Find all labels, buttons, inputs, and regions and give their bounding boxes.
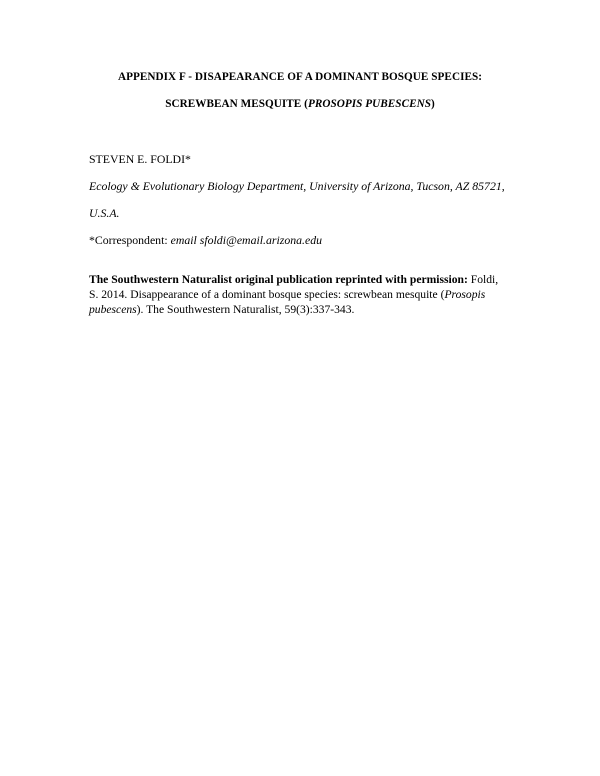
appendix-title-line-2 [0,98,600,110]
permission-paragraph [89,272,514,317]
correspondent-label: *Correspondent: [89,233,171,247]
affiliation-line-1: Ecology & Evolutionary Biology Department, University of Arizona, Tucson, AZ 85721, [89,179,505,193]
citation-species-genus: Prosopis [444,288,486,301]
citation-text: S. 2014. Disappearance of a dominant bosque species: screwbean mesquite ( [89,288,445,301]
correspondent-email: email sfoldi@email.arizona.edu [170,233,323,247]
appendix-title-line-1: APPENDIX F - DISAPEARANCE OF A DOMINANT BOSQUE SPECIES: [117,71,483,83]
permission-line-1 [89,272,514,287]
permission-line-2 [89,287,514,302]
species-name: PROSOPIS PUBESCENS [307,98,432,110]
title-paren: ) [431,98,435,110]
citation-author: Foldi, [467,273,499,286]
affiliation-line-2: U.S.A. [89,206,120,220]
permission-heading: The Southwestern Naturalist original publication reprinted with permission: [89,273,468,286]
citation-species-epithet: pubescens [89,303,137,316]
title-text: SCREWBEAN MESQUITE ( [165,98,308,110]
correspondent [89,233,322,248]
permission-line-3 [89,302,514,317]
citation-journal: ). The Southwestern Naturalist, 59(3):337-343. [136,303,355,316]
author-name: STEVEN E. FOLDI* [89,152,191,166]
